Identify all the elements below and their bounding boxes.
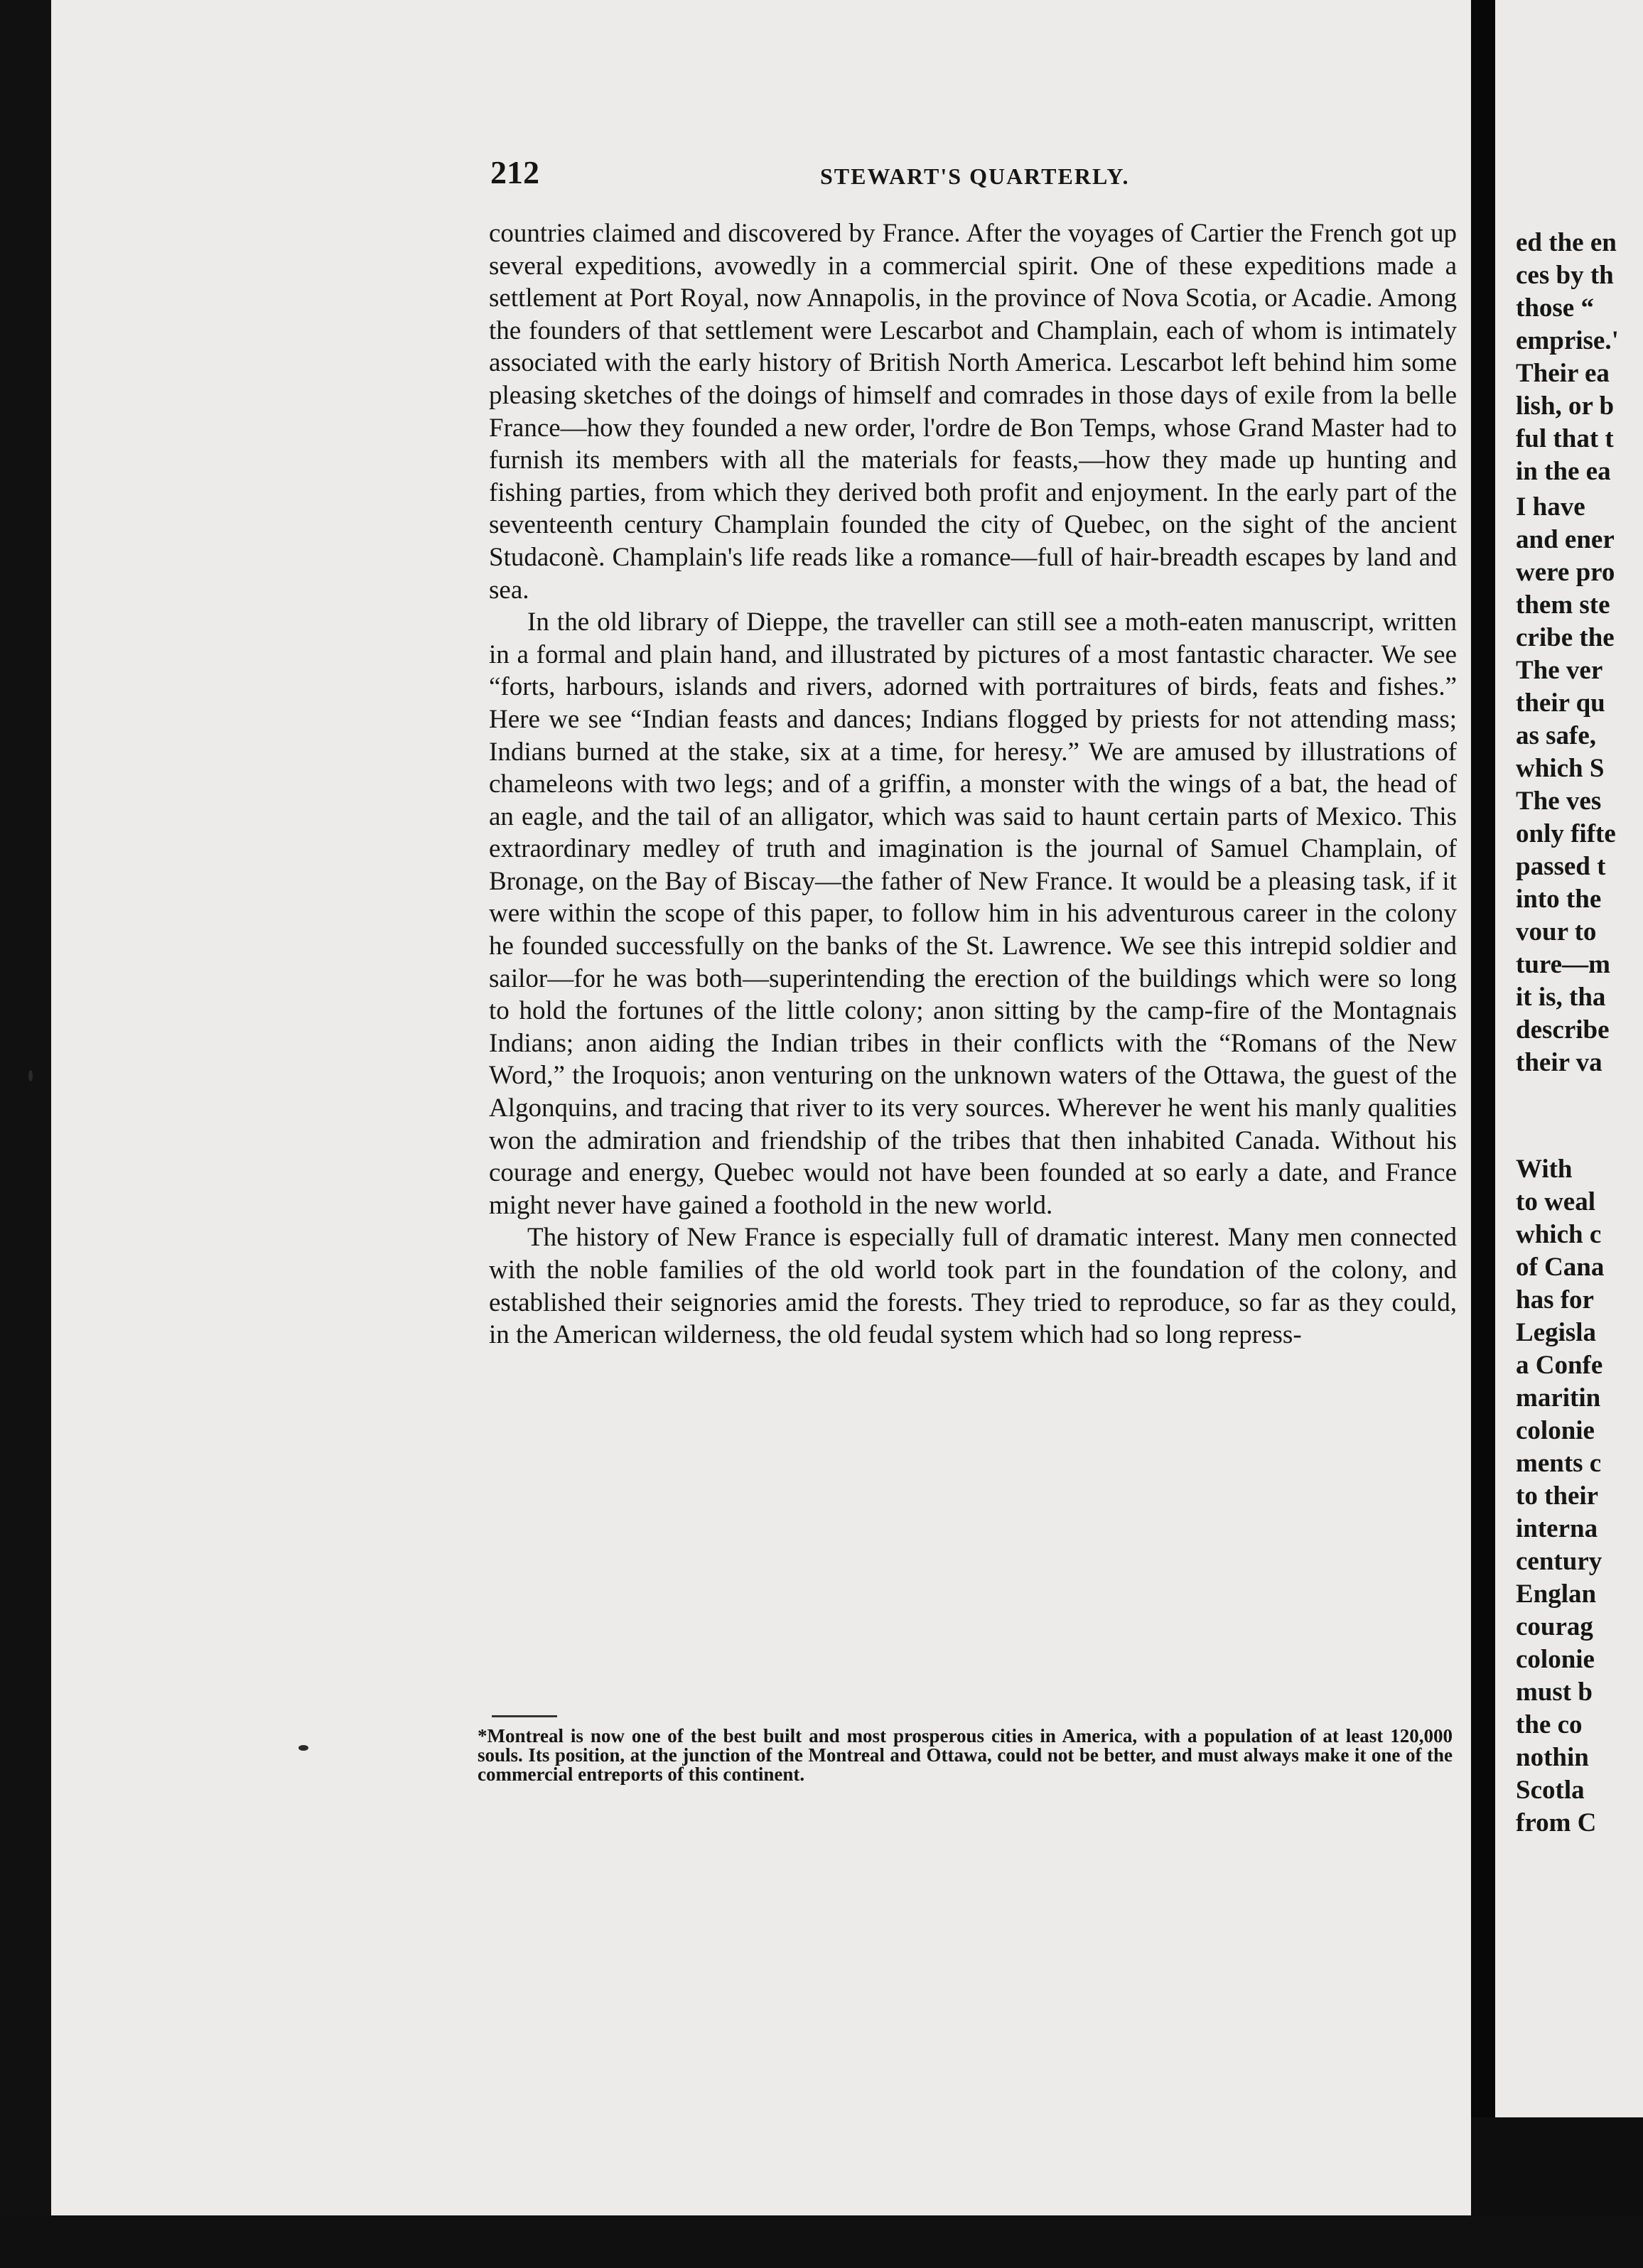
text-fragment: which S — [1516, 754, 1605, 783]
text-fragment: in the ea — [1516, 457, 1611, 486]
text-fragment: nothin — [1516, 1743, 1589, 1772]
text-fragment: emprise.' — [1516, 326, 1619, 355]
text-fragment: describe — [1516, 1015, 1610, 1044]
text-fragment: has for — [1516, 1285, 1594, 1314]
scan-left-edge — [0, 0, 51, 2268]
text-fragment: their va — [1516, 1048, 1602, 1077]
text-fragment: Scotla — [1516, 1776, 1585, 1805]
scan-bottom-edge — [0, 2215, 1643, 2268]
text-fragment: lish, or b — [1516, 392, 1615, 421]
footnote-rule — [492, 1715, 557, 1717]
text-fragment: cribe the — [1516, 623, 1615, 652]
page-header — [490, 153, 1485, 196]
text-fragment: With — [1516, 1155, 1573, 1184]
text-fragment: were pro — [1516, 558, 1615, 587]
text-fragment: ed the en — [1516, 228, 1617, 257]
text-fragment: The ver — [1516, 656, 1603, 685]
text-fragment: those “ — [1516, 293, 1594, 323]
text-fragment: it is, tha — [1516, 983, 1606, 1012]
paragraph: countries claimed and discovered by France. After the voyages of Cartier the French got up several expeditions, avowedly in a commercial spirit. One of these expeditions made a settlement at Port Royal, now Annapolis, in the province of Nova Scotia, or Acadie. Among the founders of that settlement were Lescarbot and Champlain, each of whom is intimately associated with the early history of British North America. Lescarbot left behind him some pleasing sketches of the doings of himself and comrades in those days of exile from la belle France—how they founded a new order, l'ordre de Bon Temps, whose Grand Master had to furnish its members with all the materials for feasts,—how they made up hunting and fishing parties, from which they derived both profit and enjoyment. In the early part of the seventeenth century Champlain founded the city of Quebec, on the sight of the ancient Studaconè. Champlain's life reads like a romance—full of hair-breadth escapes by land and sea. — [489, 219, 1457, 605]
text-fragment: a Confe — [1516, 1351, 1603, 1380]
text-fragment: the co — [1516, 1710, 1583, 1739]
text-fragment: courag — [1516, 1612, 1593, 1641]
text-fragment: and ener — [1516, 525, 1615, 554]
paragraph: The history of New France is especially full of dramatic interest. Many men connected with the noble families of the old world took part in the foundation of the colony, and established their seignories amid the forests. They tried to reproduce, so far as they could, in the American wilderness, the old feudal system which had so long repress- — [489, 1223, 1457, 1350]
text-fragment: ments c — [1516, 1449, 1602, 1478]
text-fragment: interna — [1516, 1514, 1598, 1543]
text-fragment: I have — [1516, 492, 1585, 522]
text-fragment: The ves — [1516, 787, 1602, 816]
text-fragment: as safe, — [1516, 721, 1597, 750]
text-fragment: their qu — [1516, 688, 1605, 718]
text-fragment: ture—m — [1516, 950, 1610, 979]
page-number: 212 — [490, 154, 539, 190]
text-fragment: to their — [1516, 1481, 1599, 1511]
scan-speck — [28, 1070, 33, 1081]
text-fragment: passed t — [1516, 852, 1606, 881]
text-fragment: to weal — [1516, 1187, 1595, 1216]
text-fragment: into the — [1516, 885, 1602, 914]
text-fragment: Their ea — [1516, 359, 1610, 388]
text-fragment: century — [1516, 1547, 1602, 1576]
text-fragment: Legisla — [1516, 1318, 1597, 1347]
footnote: *Montreal is now one of the best built and most prosperous cities in America, with a population of at least 120,000 souls. Its position, at the junction of the Montreal and Ottawa, could not be better, and must always make it one of the commercial entreports of this continent. — [478, 1725, 1453, 1785]
body-text — [489, 217, 1457, 1351]
text-fragment: Englan — [1516, 1580, 1597, 1609]
paragraph: In the old library of Dieppe, the traveller can still see a moth-eaten manuscript, written in a formal and plain hand, and illustrated by pictures of a most fantastic character. We see “forts, harbours, islands and rivers, adorned with portraitures of birds, feats and fishes.” Here we see “Indian feasts and dances; Indians flogged by priests for not attending mass; Indians burned at the stake, six at a time, for heresy.” We are amused by illustrations of chameleons with two legs; and of a griffin, a monster with the wings of a bat, the head of an eagle, and the tail of an alligator, which was said to haunt certain parts of Mexico. This extraordinary medley of truth and imagination is the journal of Samuel Champlain, of Bronage, on the Bay of Biscay—the father of New France. It would be a pleasing task, if it were within the scope of this paper, to follow him in his adventurous career in the colony he founded successfully on the banks of the St. Lawrence. We see this intrepid soldier and sailor—for he was both—superintending the erection of the buildings which were so long to hold the fortunes of the little colony; anon sitting by the camp-fire of the Montagnais Indians; anon aiding the Indian tribes in their conflicts with the “Romans of the New Word,” the Iroquois; anon venturing on the unknown waters of the Ottawa, the guest of the Algonquins, and tracing that river to its very sources. Wherever he went his manly qualities won the admiration and friendship of the tribes that then inhabited Canada. Without his courage and energy, Quebec would not have been founded at so early a date, and France might never have gained a foothold in the new world. — [489, 608, 1457, 1220]
text-fragment: vour to — [1516, 917, 1597, 946]
scan-speck — [298, 1745, 308, 1751]
text-fragment: of Cana — [1516, 1253, 1605, 1282]
text-fragment: from C — [1516, 1808, 1597, 1837]
text-fragment: colonie — [1516, 1416, 1595, 1445]
text-fragment: maritin — [1516, 1383, 1601, 1413]
text-fragment: must b — [1516, 1678, 1593, 1707]
text-fragment: colonie — [1516, 1645, 1595, 1674]
text-fragment: ces by th — [1516, 261, 1614, 290]
text-fragment: ful that t — [1516, 424, 1614, 453]
right-page-fragment — [1495, 0, 1643, 2117]
text-fragment: only fifte — [1516, 819, 1616, 848]
text-fragment: them ste — [1516, 590, 1610, 620]
text-fragment: which c — [1516, 1220, 1602, 1249]
page-gutter — [1471, 0, 1495, 2117]
running-title: STEWART'S QUARTERLY. — [820, 163, 1130, 189]
